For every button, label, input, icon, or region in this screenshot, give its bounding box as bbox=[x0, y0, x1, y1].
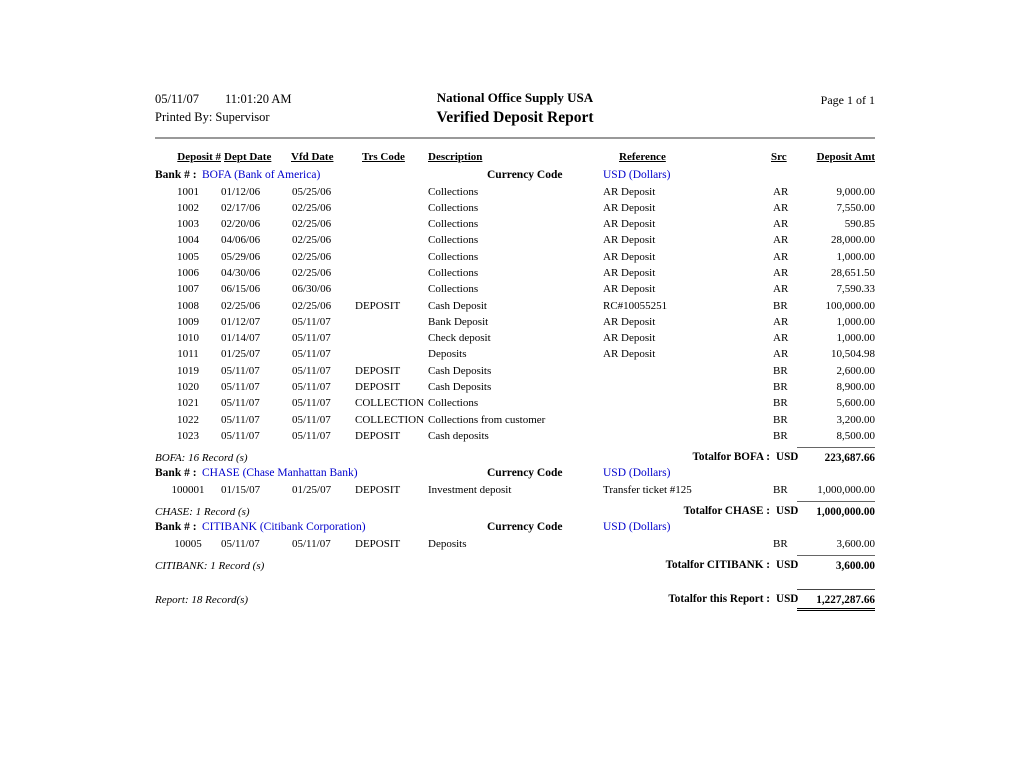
table-cell: 06/30/06 bbox=[292, 283, 332, 296]
table-cell: DEPOSIT bbox=[355, 483, 401, 496]
table-cell: 04/30/06 bbox=[221, 266, 261, 279]
table-cell: AR Deposit bbox=[603, 218, 656, 231]
table-cell: 10,504.98 bbox=[831, 348, 875, 361]
report-total-currency: USD bbox=[776, 592, 799, 605]
table-row bbox=[155, 251, 875, 267]
table-cell: 01/14/07 bbox=[221, 332, 261, 345]
table-cell: 05/11/07 bbox=[221, 413, 260, 426]
report-total-row bbox=[155, 589, 875, 613]
table-cell: 02/25/06 bbox=[292, 234, 332, 247]
table-cell bbox=[355, 267, 428, 283]
table-cell: 01/12/07 bbox=[221, 315, 261, 328]
table-cell: 02/17/06 bbox=[221, 201, 261, 214]
table-cell: 3,200.00 bbox=[836, 413, 875, 426]
table-cell: BR bbox=[773, 364, 788, 377]
table-cell: Cash Deposit bbox=[428, 299, 487, 312]
table-cell: 1,000.00 bbox=[836, 315, 875, 328]
bank-total-amount: 223,687.66 bbox=[797, 447, 875, 464]
table-cell: AR Deposit bbox=[603, 201, 656, 214]
table-cell: 2,600.00 bbox=[836, 364, 875, 377]
table-cell: 1006 bbox=[177, 266, 199, 279]
table-cell: 05/11/07 bbox=[292, 429, 331, 442]
table-cell: 1023 bbox=[177, 429, 199, 442]
table-cell: 05/29/06 bbox=[221, 250, 261, 263]
table-cell: 1007 bbox=[177, 283, 199, 296]
table-row bbox=[155, 267, 875, 283]
table-cell: Check deposit bbox=[428, 332, 491, 345]
bank-group-header bbox=[155, 169, 875, 186]
table-cell: DEPOSIT bbox=[355, 381, 401, 394]
table-cell: 02/25/06 bbox=[292, 218, 332, 231]
bank-group-header bbox=[155, 467, 875, 484]
table-cell: Collections bbox=[428, 201, 479, 214]
table-row bbox=[155, 186, 875, 202]
table-cell: DEPOSIT bbox=[355, 364, 401, 377]
table-cell: 8,900.00 bbox=[836, 381, 875, 394]
table-cell: 590.85 bbox=[844, 218, 875, 231]
table-cell: 1002 bbox=[177, 201, 199, 214]
column-header-deposit-number: Deposit # bbox=[177, 151, 221, 163]
table-cell: 05/11/07 bbox=[221, 429, 260, 442]
company-name: National Office Supply USA bbox=[436, 90, 594, 105]
table-cell: 1010 bbox=[177, 332, 199, 345]
table-row bbox=[155, 202, 875, 218]
table-cell: AR Deposit bbox=[603, 283, 656, 296]
table-cell: Cash Deposits bbox=[428, 364, 492, 377]
bank-total-amount: 3,600.00 bbox=[797, 555, 875, 572]
table-cell: Collections from customer bbox=[428, 413, 546, 426]
table-cell: 02/25/06 bbox=[221, 299, 261, 312]
table-cell: 01/15/07 bbox=[221, 483, 261, 496]
table-row bbox=[155, 218, 875, 234]
table-cell: 05/11/07 bbox=[292, 348, 331, 361]
table-cell: 05/11/07 bbox=[292, 332, 331, 345]
table-cell: Deposits bbox=[428, 537, 467, 550]
table-cell: 05/11/07 bbox=[221, 364, 260, 377]
bank-total-currency: USD bbox=[776, 451, 799, 464]
table-cell: 1020 bbox=[177, 381, 199, 394]
table-row bbox=[155, 484, 875, 500]
table-cell: RC#10055251 bbox=[603, 299, 668, 312]
table-cell bbox=[603, 414, 771, 430]
table-cell: BR bbox=[773, 397, 788, 410]
table-cell bbox=[355, 202, 428, 218]
bank-number-label: Bank # : bbox=[155, 521, 197, 534]
bank-record-count: BOFA: 16 Record (s) bbox=[155, 452, 248, 465]
table-cell: 04/06/06 bbox=[221, 234, 261, 247]
report-title: Verified Deposit Report bbox=[436, 109, 594, 126]
table-cell: DEPOSIT bbox=[355, 429, 401, 442]
table-cell: 02/25/06 bbox=[292, 250, 332, 263]
table-cell: AR bbox=[773, 332, 789, 345]
table-cell: 9,000.00 bbox=[836, 185, 875, 198]
table-cell: AR bbox=[773, 315, 789, 328]
report-total-amount: 1,227,287.66 bbox=[797, 589, 875, 611]
table-row bbox=[155, 300, 875, 316]
table-cell bbox=[355, 283, 428, 299]
table-cell: BR bbox=[773, 381, 788, 394]
column-header-dept-date: Dept Date bbox=[224, 151, 272, 163]
table-cell bbox=[355, 218, 428, 234]
table-row bbox=[155, 234, 875, 250]
table-cell: 05/11/07 bbox=[221, 537, 260, 550]
table-cell: AR bbox=[773, 234, 789, 247]
table-cell: 3,600.00 bbox=[836, 537, 875, 550]
table-cell: 01/25/07 bbox=[292, 483, 332, 496]
table-cell: 1022 bbox=[177, 413, 199, 426]
table-cell: 28,651.50 bbox=[831, 266, 875, 279]
table-row bbox=[155, 414, 875, 430]
table-cell: 1,000.00 bbox=[836, 332, 875, 345]
table-cell: 05/11/07 bbox=[292, 413, 331, 426]
table-cell: 02/20/06 bbox=[221, 218, 261, 231]
table-row bbox=[155, 430, 875, 446]
table-cell: AR Deposit bbox=[603, 332, 656, 345]
table-cell: AR Deposit bbox=[603, 266, 656, 279]
table-cell: AR bbox=[773, 250, 789, 263]
table-cell: Collections bbox=[428, 250, 479, 263]
currency-code-value: USD (Dollars) bbox=[603, 521, 671, 534]
bank-group-header bbox=[155, 521, 875, 538]
table-cell: 28,000.00 bbox=[831, 234, 875, 247]
table-cell bbox=[603, 381, 771, 397]
table-cell: DEPOSIT bbox=[355, 299, 401, 312]
bank-total-label: Totalfor CITIBANK : bbox=[665, 558, 770, 571]
table-cell: BR bbox=[773, 413, 788, 426]
table-row bbox=[155, 538, 875, 554]
bank-total-row bbox=[155, 555, 875, 574]
header-center bbox=[155, 90, 875, 127]
column-header-description: Description bbox=[428, 151, 483, 163]
printed-by: Printed By: Supervisor bbox=[155, 110, 270, 124]
table-row bbox=[155, 397, 875, 413]
column-header-row bbox=[155, 151, 875, 168]
column-header-src: Src bbox=[771, 151, 787, 163]
bank-record-count: CITIBANK: 1 Record (s) bbox=[155, 559, 265, 572]
table-cell: AR Deposit bbox=[603, 315, 656, 328]
table-cell bbox=[355, 251, 428, 267]
bank-total-currency: USD bbox=[776, 505, 799, 518]
column-header-trs-code: Trs Code bbox=[362, 151, 405, 163]
table-cell: AR bbox=[773, 201, 789, 214]
table-cell bbox=[603, 397, 771, 413]
table-row bbox=[155, 348, 875, 364]
table-cell: Collections bbox=[428, 283, 479, 296]
table-cell: AR bbox=[773, 266, 789, 279]
table-cell: 05/11/07 bbox=[292, 537, 331, 550]
table-cell: 1011 bbox=[177, 348, 199, 361]
print-date: 05/11/07 bbox=[155, 92, 199, 106]
table-cell: 1021 bbox=[177, 397, 199, 410]
bank-name: CHASE (Chase Manhattan Bank) bbox=[202, 467, 358, 480]
bank-total-currency: USD bbox=[776, 558, 799, 571]
table-cell: 1,000.00 bbox=[836, 250, 875, 263]
table-cell bbox=[603, 538, 771, 554]
table-cell bbox=[355, 348, 428, 364]
table-cell: 05/11/07 bbox=[292, 315, 331, 328]
table-row bbox=[155, 316, 875, 332]
table-cell: DEPOSIT bbox=[355, 537, 401, 550]
table-cell: COLLECTION bbox=[355, 413, 425, 426]
table-cell: Bank Deposit bbox=[428, 315, 489, 328]
table-cell: 1008 bbox=[177, 299, 199, 312]
bank-total-row bbox=[155, 501, 875, 520]
table-cell: BR bbox=[773, 429, 788, 442]
bank-record-count: CHASE: 1 Record (s) bbox=[155, 506, 250, 519]
column-header-deposit-amt: Deposit Amt bbox=[816, 151, 875, 163]
table-cell bbox=[355, 234, 428, 250]
bank-total-label: Totalfor BOFA : bbox=[692, 451, 770, 464]
table-cell: BR bbox=[773, 537, 788, 550]
table-cell: 10005 bbox=[174, 537, 202, 550]
table-cell: 5,600.00 bbox=[836, 397, 875, 410]
table-cell: AR Deposit bbox=[603, 250, 656, 263]
bank-number-label: Bank # : bbox=[155, 467, 197, 480]
table-cell: Collections bbox=[428, 185, 479, 198]
table-cell: 05/11/07 bbox=[221, 381, 260, 394]
table-cell: 1001 bbox=[177, 185, 199, 198]
table-cell: BR bbox=[773, 483, 788, 496]
report-total-label: Totalfor this Report : bbox=[668, 592, 770, 605]
table-cell: 100001 bbox=[171, 483, 205, 496]
table-cell: 7,550.00 bbox=[836, 201, 875, 214]
currency-code-label: Currency Code bbox=[487, 467, 563, 480]
table-cell: Deposits bbox=[428, 348, 467, 361]
table-cell: 8,500.00 bbox=[836, 429, 875, 442]
table-cell: AR Deposit bbox=[603, 348, 656, 361]
bank-total-amount: 1,000,000.00 bbox=[797, 501, 875, 518]
table-cell: AR bbox=[773, 348, 789, 361]
column-header-vfd-date: Vfd Date bbox=[291, 151, 334, 163]
table-cell: 01/12/06 bbox=[221, 185, 261, 198]
table-cell: AR bbox=[773, 283, 789, 296]
table-cell: 1003 bbox=[177, 218, 199, 231]
bank-total-row bbox=[155, 447, 875, 466]
table-cell: AR bbox=[773, 185, 789, 198]
table-row bbox=[155, 332, 875, 348]
table-cell: Investment deposit bbox=[428, 483, 512, 496]
table-cell: 06/15/06 bbox=[221, 283, 261, 296]
table-cell: 02/25/06 bbox=[292, 299, 332, 312]
table-cell: 1005 bbox=[177, 250, 199, 263]
table-cell: AR Deposit bbox=[603, 185, 656, 198]
table-cell: Cash Deposits bbox=[428, 381, 492, 394]
currency-code-value: USD (Dollars) bbox=[603, 169, 671, 181]
table-body bbox=[155, 169, 875, 574]
table-cell: BR bbox=[773, 299, 788, 312]
column-header-reference: Reference bbox=[619, 151, 666, 163]
header-divider bbox=[155, 137, 875, 139]
currency-code-label: Currency Code bbox=[487, 169, 563, 181]
currency-code-value: USD (Dollars) bbox=[603, 467, 671, 480]
table-cell: AR Deposit bbox=[603, 234, 656, 247]
table-cell: 02/25/06 bbox=[292, 266, 332, 279]
table-cell: 05/11/07 bbox=[292, 364, 331, 377]
table-cell: Collections bbox=[428, 266, 479, 279]
table-cell: Cash deposits bbox=[428, 429, 489, 442]
table-cell: Collections bbox=[428, 218, 479, 231]
table-cell bbox=[355, 316, 428, 332]
report-record-count: Report: 18 Record(s) bbox=[155, 593, 249, 606]
table-row bbox=[155, 365, 875, 381]
table-row bbox=[155, 381, 875, 397]
bank-total-label: Totalfor CHASE : bbox=[683, 505, 770, 518]
table-cell bbox=[603, 365, 771, 381]
table-cell: 1019 bbox=[177, 364, 199, 377]
table-cell: 05/11/07 bbox=[292, 397, 331, 410]
table-cell: 01/25/07 bbox=[221, 348, 261, 361]
table-cell: AR bbox=[773, 218, 789, 231]
bank-name: CITIBANK (Citibank Corporation) bbox=[202, 521, 366, 534]
table-cell: 1004 bbox=[177, 234, 199, 247]
bank-name: BOFA (Bank of America) bbox=[202, 169, 321, 181]
report-header bbox=[155, 90, 875, 137]
table-cell bbox=[355, 186, 428, 202]
table-cell: Collections bbox=[428, 234, 479, 247]
table-cell: Transfer ticket #125 bbox=[603, 483, 692, 496]
table-cell: 100,000.00 bbox=[825, 299, 875, 312]
currency-code-label: Currency Code bbox=[487, 521, 563, 534]
table-cell: 1009 bbox=[177, 315, 199, 328]
verified-deposit-report-page bbox=[155, 90, 875, 613]
table-cell: COLLECTION bbox=[355, 397, 425, 410]
table-cell: 05/11/07 bbox=[292, 381, 331, 394]
table-cell bbox=[603, 430, 771, 446]
table-cell: 05/25/06 bbox=[292, 185, 332, 198]
page-number: Page 1 of 1 bbox=[820, 93, 875, 107]
bank-number-label: Bank # : bbox=[155, 169, 197, 181]
print-time: 11:01:20 AM bbox=[224, 92, 292, 106]
table-cell: 7,590.33 bbox=[836, 283, 875, 296]
table-cell: 05/11/07 bbox=[221, 397, 260, 410]
table-row bbox=[155, 283, 875, 299]
table-cell: 02/25/06 bbox=[292, 201, 332, 214]
table-cell: 1,000,000.00 bbox=[817, 483, 875, 496]
table-cell: Collections bbox=[428, 397, 479, 410]
table-cell bbox=[355, 332, 428, 348]
